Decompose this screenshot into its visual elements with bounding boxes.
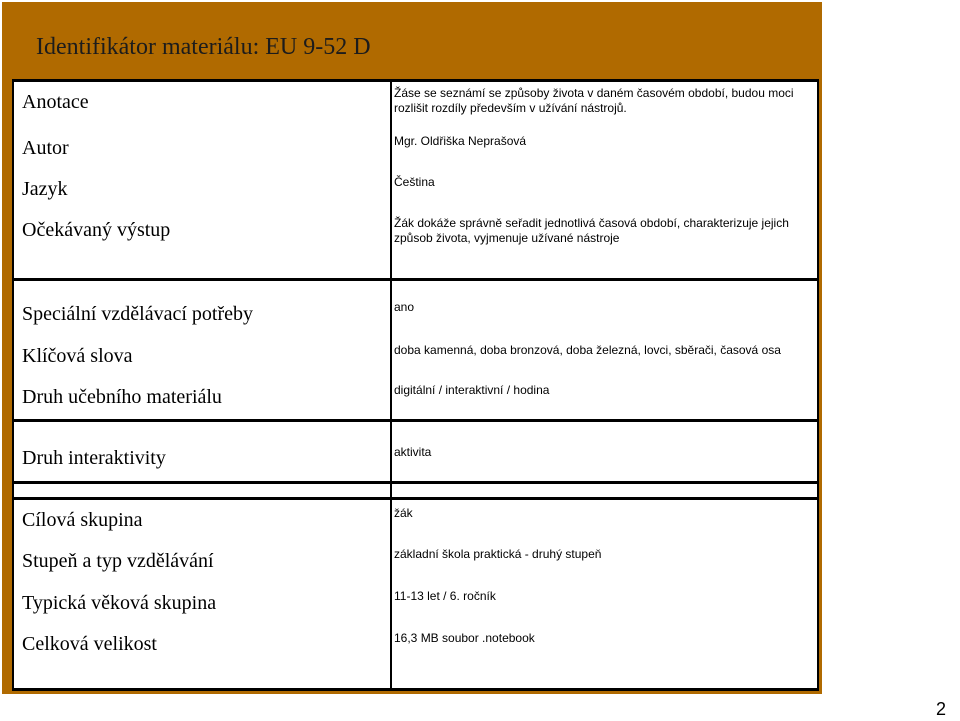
row-divider — [12, 481, 819, 484]
value-jazyk: Čeština — [394, 175, 435, 189]
label-druh-interaktivity: Druh interaktivity — [22, 447, 166, 469]
table-border-bottom — [12, 688, 819, 691]
label-klicova-slova: Klíčová slova — [22, 345, 133, 367]
table-border-top — [12, 79, 819, 82]
info-table — [12, 79, 819, 691]
table-border-left — [12, 79, 14, 691]
value-druh-interaktivity: aktivita — [394, 445, 432, 459]
row-divider — [12, 278, 819, 281]
value-klicova-slova: doba kamenná, doba bronzová, doba železná, lovci, sběrači, časová osa — [394, 343, 781, 357]
label-druh-materialu: Druh učebního materiálu — [22, 386, 222, 408]
label-autor: Autor — [22, 137, 69, 159]
row-divider — [12, 497, 819, 500]
slide-frame — [2, 2, 822, 694]
label-stupen-typ: Stupeň a typ vzdělávání — [22, 550, 214, 572]
label-celkova-velikost: Celková velikost — [22, 633, 157, 655]
value-ocekavany-vystup: Žák dokáže správně seřadit jednotlivá časová období, charakterizuje jejich způsob života, vyjmenuje užívané nástroje — [394, 216, 789, 245]
value-stupen-typ: základní škola praktická - druhý stupeň — [394, 547, 602, 561]
label-anotace: Anotace — [22, 91, 89, 113]
label-specialni-potreby: Speciální vzdělávací potřeby — [22, 303, 254, 325]
column-divider — [390, 79, 392, 691]
label-jazyk: Jazyk — [22, 178, 68, 200]
row-divider — [12, 419, 819, 422]
value-druh-materialu: digitální / interaktivní / hodina — [394, 383, 550, 397]
value-celkova-velikost: 16,3 MB soubor .notebook — [394, 631, 535, 645]
value-specialni-potreby: ano — [394, 300, 415, 314]
table-border-right — [817, 79, 819, 691]
label-ocekavany-vystup: Očekávaný výstup — [22, 219, 171, 241]
page-title: Identifikátor materiálu: EU 9-52 D — [36, 34, 371, 60]
value-autor: Mgr. Oldřiška Neprašová — [394, 134, 527, 148]
page-number: 2 — [936, 699, 947, 719]
label-vekova-skupina: Typická věková skupina — [22, 592, 217, 614]
value-vekova-skupina: 11-13 let / 6. ročník — [394, 589, 496, 603]
value-anotace: Žáse se seznámí se způsoby života v daném časovém období, budou moci rozlišit rozdíly především v užívání nástrojů. — [394, 86, 794, 115]
label-cilova-skupina: Cílová skupina — [22, 509, 143, 531]
value-cilova-skupina: žák — [394, 506, 413, 520]
